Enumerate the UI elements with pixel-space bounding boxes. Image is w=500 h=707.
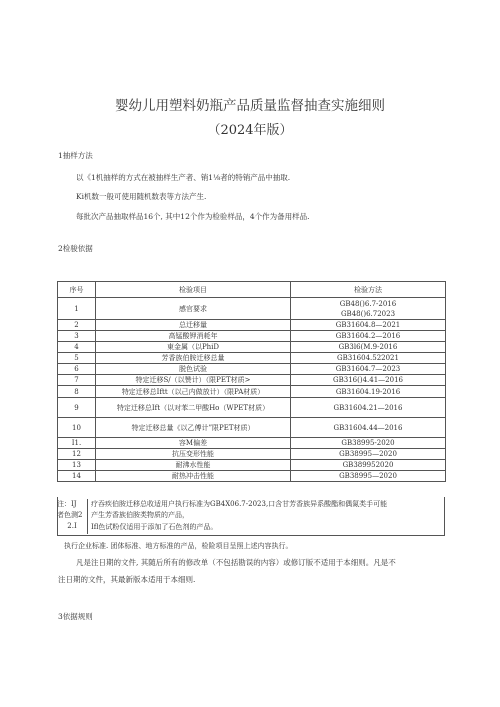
cell-no: 1: [58, 298, 96, 320]
cell-no: I1.: [58, 438, 96, 449]
cell-item: 脱色试验: [96, 364, 291, 375]
after-table-line-1: 执行企业标准. 团体标准、地方标准的产品，检险项目呈照上述内容执行。: [64, 542, 293, 550]
cell-method: GB316()4.41—2016: [291, 375, 446, 386]
cell-item: 耐沸水性能: [96, 460, 291, 471]
table-row: [58, 298, 446, 320]
cell-no: 3: [58, 331, 96, 342]
cell-item: 容M偏差: [96, 438, 291, 449]
note-label-2: 者色测2: [57, 510, 88, 522]
cell-item: 高锰酸钾消耗年: [96, 331, 291, 342]
cell-method: GB3l6(M.9-2016: [291, 342, 446, 353]
document-title: 婴幼儿用塑料奶瓶产品质量监督抽查实施细则: [115, 98, 385, 114]
cell-method: GB31604.522021: [291, 353, 446, 364]
after-table-line-2: 凡是注日期的文件, 其随后所有的修改单（不包括勘误的内容）或修订版不适用于本细则。凡是不: [76, 558, 396, 567]
cell-item: 特定迁移S/（以赞计）（限PET材质>: [96, 375, 291, 386]
cell-method: GB31604.8—2021: [291, 320, 446, 331]
table-row: [58, 386, 446, 398]
section-1-paragraph-3: 每批次产品抽取样品16个, 其中12个作为检验样品，4个作为备用样品.: [76, 212, 310, 221]
table-row: [58, 471, 446, 482]
cell-method: GB48()6.7-2016 GB48()6.72023: [291, 298, 446, 320]
table-row: [58, 418, 446, 438]
cell-item: 抗压变形性能: [96, 449, 291, 460]
cell-item: 耐热冲击性能: [96, 471, 291, 482]
table-row: [58, 438, 446, 449]
note-label-1: 注：IJ: [57, 499, 88, 510]
after-table-line-3: 注日期的文件，其最新版本适用于本细则.: [58, 575, 196, 584]
cell-no: 12: [58, 449, 96, 460]
header-no: 序号: [58, 282, 96, 298]
cell-method: GB38995—2020: [291, 471, 446, 482]
cell-no: 8: [58, 386, 96, 398]
cell-method: GB31604.44—2016: [291, 418, 446, 438]
table-header-row: [58, 282, 446, 298]
cell-no: 13: [58, 460, 96, 471]
cell-item: 特定迁移总Iftt（以己内做放计）（限PA材质）: [96, 386, 291, 398]
table-row: [58, 375, 446, 386]
inspection-table: [57, 281, 446, 482]
cell-no: 10: [58, 418, 96, 438]
cell-no: 2: [58, 320, 96, 331]
note-line-2: 产生芳香族伯胺类物质的产品，: [91, 511, 189, 519]
section-1-heading: 1抽样方法: [58, 151, 93, 160]
cell-method: GB31604.7—2023: [291, 364, 446, 375]
table-row: [58, 398, 446, 418]
cell-method: GB389952020: [291, 460, 446, 471]
cell-no: 7: [58, 375, 96, 386]
table-row: [58, 320, 446, 331]
note-label-3: 2.I: [57, 522, 88, 534]
section-1-paragraph-2: Ki机数一般可使用随机数表等方法产生.: [76, 192, 207, 201]
header-method: 检验方法: [291, 282, 446, 298]
cell-no: 14: [58, 471, 96, 482]
header-item: 检验项目: [96, 282, 291, 298]
cell-method: GB38995-2020: [291, 438, 446, 449]
section-3-heading: 3依据规则: [58, 612, 93, 621]
table-row: [58, 364, 446, 375]
note-line-3: Ifl色试粉仅适用于添加了石色剂的产品。: [91, 523, 218, 531]
cell-item: 特定迁移总Ift（以对苯二甲酸Ho（WPET材质）: [96, 398, 291, 418]
section-1-paragraph-1: 以《1机抽样的方式在被抽样生产者、销1⅛者的特销产品中抽取.: [76, 173, 291, 182]
cell-item: 東金属（以PhiD: [96, 342, 291, 353]
cell-item: 感官要求: [96, 298, 291, 320]
cell-no: 9: [58, 398, 96, 418]
cell-no: 4: [58, 342, 96, 353]
cell-method: GB31604.21—2016: [291, 398, 446, 418]
section-2-heading: 2检骏依据: [58, 244, 93, 253]
cell-method: GB38995—2020: [291, 449, 446, 460]
cell-no: 6: [58, 364, 96, 375]
table-row: [58, 449, 446, 460]
cell-item: 总迁移量: [96, 320, 291, 331]
table-row: [58, 353, 446, 364]
cell-item: 芳香族伯胺迁移总量: [96, 353, 291, 364]
cell-method: GB31604.2—2016: [291, 331, 446, 342]
table-row: [58, 331, 446, 342]
cell-method: GB31604.19-2016: [291, 386, 446, 398]
table-row: [58, 342, 446, 353]
cell-item: 特定迁移总量《以乙傅计”限PET材质）: [96, 418, 291, 438]
note-line-1: 疗吞疾伯胺迁移总收适用户执行标准为GB4X06.7-2023,口含甘芳香族异系酸酯和偶氮类手可能: [91, 500, 388, 508]
table-row: [58, 460, 446, 471]
document-subtitle: （2024年版）: [207, 123, 293, 138]
cell-no: 5: [58, 353, 96, 364]
